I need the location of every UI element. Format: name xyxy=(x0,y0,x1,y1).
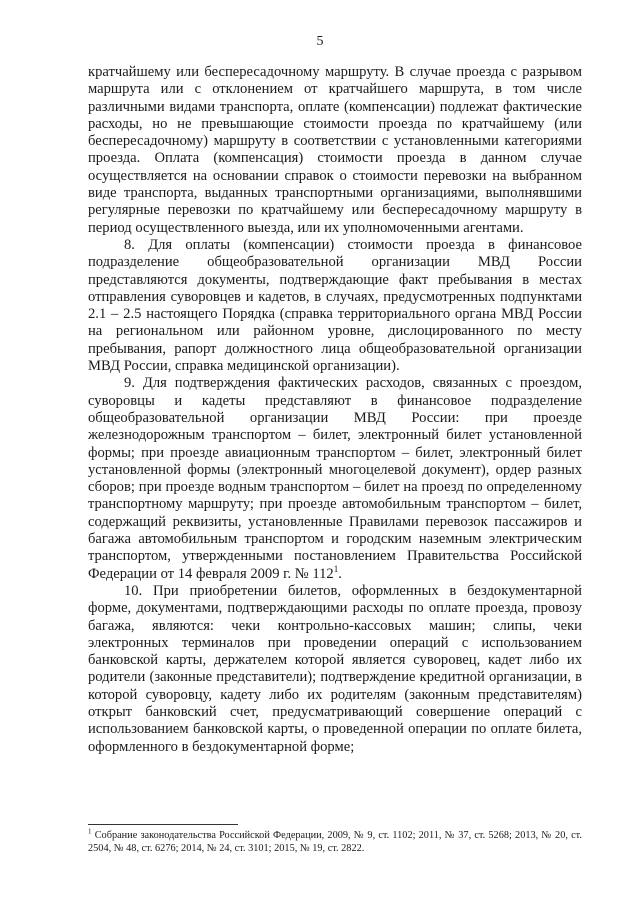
footnote-divider xyxy=(88,824,238,825)
paragraph-8: 8. Для оплаты (компенсации) стоимости проезда в финансовое подразделение общеобразовательной организации МВД России представляются документы, подтверждающие факт пребывания в местах отправления суворовцев и кадетов, в случаях, предусмотренных подпунктами 2.1 – 2.5 настоящего Порядка (справка территориального органа МВД России на региональном или районном уровне, дислоцированного по месту пребывания, рапорт должностного лица общеобразовательной организации МВД России, справка медицинской организации). xyxy=(88,236,582,375)
footnote-text: Собрание законодательства Российской Федерации, 2009, № 9, ст. 1102; 2011, № 37, ст. 5268; 2013, № 20, ст. 2504, № 48, ст. 6276; 2014, № 24, ст. 3101; 2015, № 19, ст. 2822. xyxy=(88,830,582,854)
footnote-reference[interactable]: 1 xyxy=(333,563,339,574)
document-body xyxy=(88,64,582,756)
paragraph-continuation: кратчайшему или беспересадочному маршруту. В случае проезда с разрывом маршрута или с отклонением от кратчайшего маршрута, в том числе различными видами транспорта, оплате (компенсации) подлежат фактические расходы, но не превышающие стоимости проезда по кратчайшему (или беспересадочному) маршруту в соответствии с установленными категориями проезда. Оплата (компенсация) стоимости проезда в данном случае осуществляется на основании справок о стоимости перевозки на выбранном виде транспорта, выданных транспортными организациями, выполнявшими регулярные перевозки по кратчайшему или беспересадочному маршруту в период осуществленного выезда, или их уполномоченными агентами. xyxy=(88,64,582,236)
footnote xyxy=(88,829,582,855)
paragraph-9-text: 9. Для подтверждения фактических расходов, связанных с проездом, суворовцы и кадеты представляют в финансовое подразделение общеобразовательной организации МВД России: при проезде железнодорожным транспортом – билет, электронный билет установленной формы; при проезде авиационным транспортом – билет, электронный билет установленной формы (электронный многоцелевой документ), ордер разных сборов; при проезде водным транспортом – билет на проезд по определенному транспортному маршруту; при проезде автомобильным транспортом – билет, содержащий реквизиты, установленные Правилами перевозок пассажиров и багажа автомобильным транспортом и городским наземным электрическим транспортом, утвержденными постановлением Правительства Российской Федерации от 14 февраля 2009 г. № 112 xyxy=(88,375,582,582)
paragraph-9 xyxy=(88,375,582,583)
paragraph-10: 10. При приобретении билетов, оформленных в бездокументарной форме, документами, подтверждающими расходы по оплате проезда, провозу багажа, являются: чеки контрольно-кассовых машин; слипы, чеки электронных терминалов при проведении операций с использованием банковской карты, держателем которой является суворовец, кадет либо их родители (законные представители); подтверждение кредитной организации, в которой суворовцу, кадету либо их родителям (законным представителям) открыт банковский счет, предусматривающий совершение операций с использованием банковской карты, о проведенной операции по оплате билета, оформленного в бездокументарной форме; xyxy=(88,582,582,755)
footnote-marker: 1 xyxy=(88,827,92,836)
page-number: 5 xyxy=(316,34,324,49)
paragraph-9-end: . xyxy=(338,565,342,582)
